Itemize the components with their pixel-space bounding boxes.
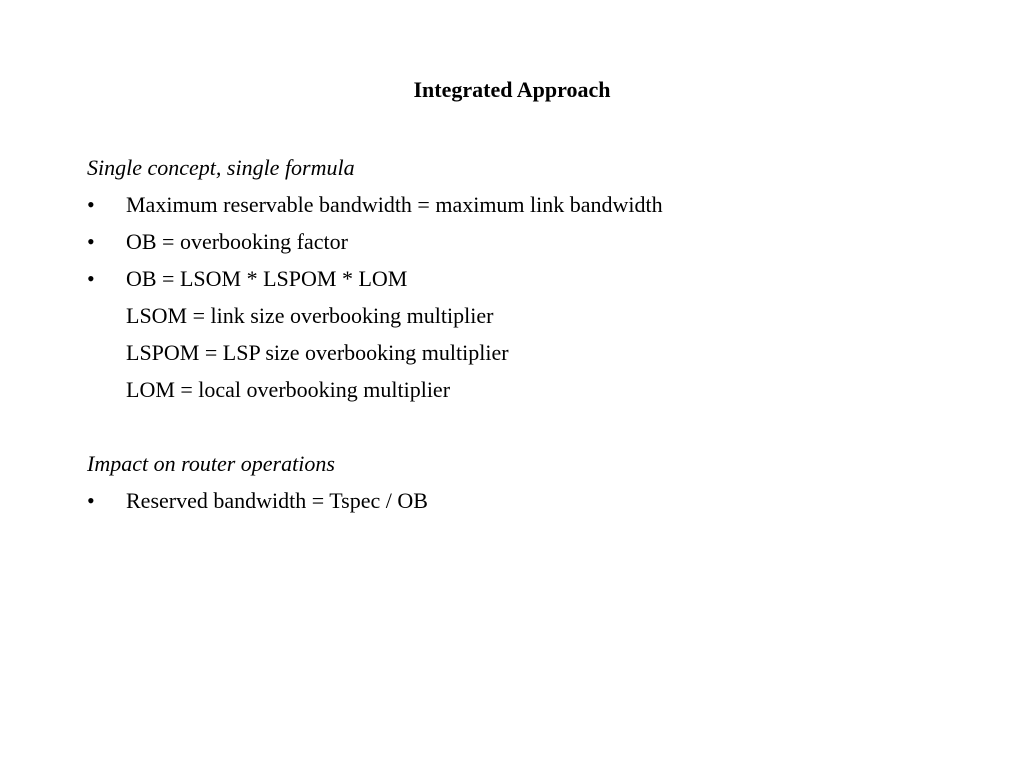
slide-content [87,149,987,519]
bullet-icon: • [87,192,95,217]
section-heading-formula: Single concept, single formula [87,155,355,180]
bullet-item [87,223,987,260]
bullet-text: Reserved bandwidth = Tspec / OB [126,488,428,513]
definition-line: LSOM = link size overbooking multiplier [126,303,494,328]
bullet-text: Maximum reservable bandwidth = maximum link bandwidth [126,192,663,217]
section-heading-router: Impact on router operations [87,451,335,476]
bullet-icon: • [87,488,95,513]
bullet-text: OB = overbooking factor [126,229,348,254]
bullet-icon: • [87,229,95,254]
bullet-item [87,260,987,297]
bullet-icon: • [87,266,95,291]
slide-title: Integrated Approach [413,77,611,102]
bullet-item [87,186,987,223]
bullet-item [87,482,987,519]
definition-line: LOM = local overbooking multiplier [126,377,451,402]
section-spacer [87,408,987,445]
definition-line: LSPOM = LSP size overbooking multiplier [126,340,509,365]
bullet-text: OB = LSOM * LSPOM * LOM [126,266,408,291]
